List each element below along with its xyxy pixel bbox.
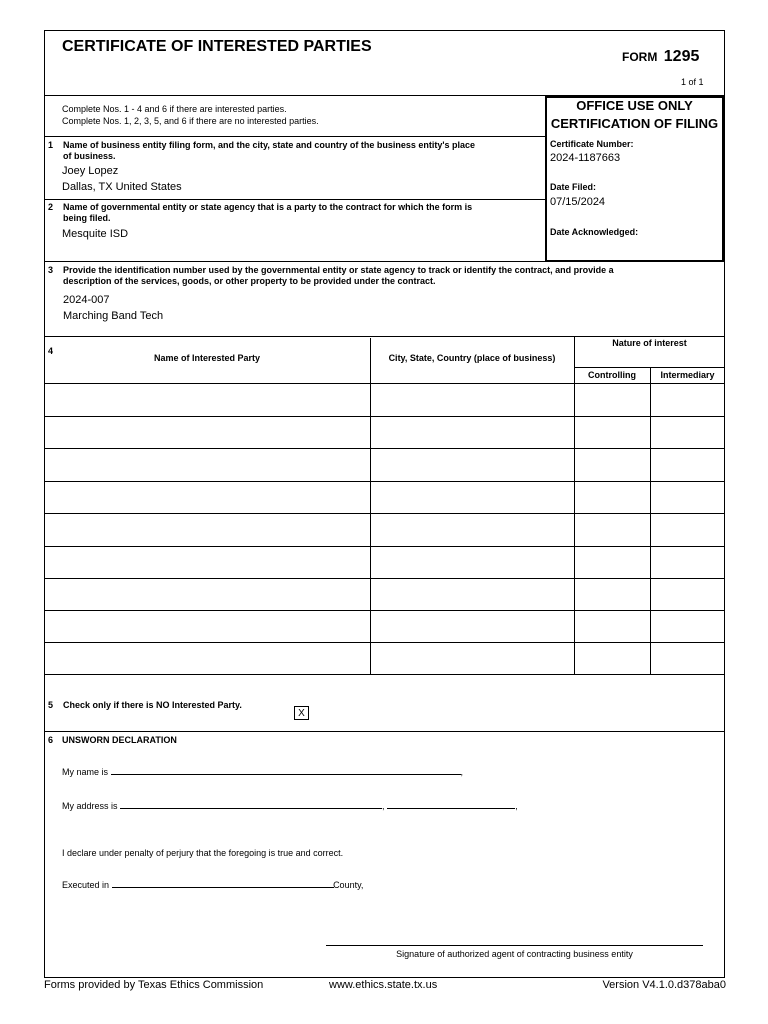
my-name-label: My name is (62, 767, 109, 777)
interested-party-location-cell[interactable] (374, 418, 570, 447)
interested-party-name-cell[interactable] (48, 418, 366, 447)
county-field[interactable] (112, 877, 334, 888)
date-filed-value: 07/15/2024 (550, 196, 606, 208)
table-row-line (44, 481, 725, 482)
my-address-comma-2: , (515, 801, 518, 811)
table-row-line (44, 578, 725, 579)
section1-label-line2: of business. (63, 151, 116, 161)
table-col-divider (370, 338, 371, 674)
section3-label-line2: description of the services, goods, or other property to be provided under the contract. (63, 276, 436, 286)
county-label: County, (333, 880, 364, 890)
interested-party-name-cell[interactable] (48, 385, 366, 415)
interested-party-name-cell[interactable] (48, 450, 366, 480)
office-use-title: OFFICE USE ONLY (576, 98, 693, 113)
col-header-nature: Nature of interest (612, 338, 687, 348)
form-title: CERTIFICATE OF INTERESTED PARTIES (62, 38, 372, 55)
controlling-cell[interactable] (578, 644, 646, 673)
table-col-divider (650, 367, 651, 674)
page-count: 1 of 1 (681, 77, 704, 87)
controlling-cell[interactable] (578, 418, 646, 447)
business-entity-location: Dallas, TX United States (62, 181, 182, 193)
interested-party-location-cell[interactable] (374, 483, 570, 512)
unsworn-declaration-title: UNSWORN DECLARATION (62, 735, 177, 745)
section6-divider (44, 731, 725, 732)
interested-party-location-cell[interactable] (374, 450, 570, 480)
controlling-cell[interactable] (578, 483, 646, 512)
table-row-line (44, 546, 725, 547)
interested-party-location-cell[interactable] (374, 580, 570, 609)
section3-divider (44, 261, 725, 262)
section3-number: 3 (48, 265, 54, 275)
my-address-label: My address is (62, 801, 118, 811)
intermediary-cell[interactable] (654, 580, 721, 609)
my-name-line (62, 764, 463, 777)
section1-label (63, 140, 475, 162)
intermediary-cell[interactable] (654, 612, 721, 641)
controlling-cell[interactable] (578, 450, 646, 480)
date-acknowledged-label: Date Acknowledged: (550, 227, 639, 237)
table-bottom (44, 674, 725, 675)
col-header-controlling: Controlling (588, 370, 636, 380)
interested-party-name-cell[interactable] (48, 612, 366, 641)
footer-version: Version V4.1.0.d378aba0 (602, 979, 726, 991)
executed-in-label: Executed in (62, 880, 110, 890)
my-name-field[interactable] (111, 764, 461, 775)
col-header-location: City, State, Country (place of business) (388, 353, 556, 363)
section3-label-line1: Provide the identification number used by the governmental entity or state agency to track or identify the contract, and provide a (63, 265, 614, 275)
controlling-cell[interactable] (578, 385, 646, 415)
interested-party-name-cell[interactable] (48, 644, 366, 673)
signature-caption: Signature of authorized agent of contracting business entity (396, 949, 633, 959)
col-header-intermediary: Intermediary (660, 370, 715, 380)
contract-id: 2024-007 (63, 294, 110, 306)
table-row-line (44, 642, 725, 643)
section2-number: 2 (48, 202, 54, 212)
interested-party-location-cell[interactable] (374, 515, 570, 545)
footer-website-link[interactable]: www.ethics.state.tx.us (329, 979, 438, 991)
section5-label: Check only if there is NO Interested Party. (63, 700, 242, 710)
section4-divider (44, 336, 725, 337)
section2-divider (44, 199, 546, 200)
my-address-line (62, 798, 518, 811)
table-row-line (44, 416, 725, 417)
table-header-bottom (44, 383, 725, 384)
section3-label (63, 265, 614, 287)
interested-party-location-cell[interactable] (374, 548, 570, 577)
section2-label-line2: being filed. (63, 213, 111, 223)
controlling-cell[interactable] (578, 612, 646, 641)
intermediary-cell[interactable] (654, 385, 721, 415)
controlling-cell[interactable] (578, 515, 646, 545)
section4-number: 4 (48, 346, 54, 356)
interested-party-location-cell[interactable] (374, 644, 570, 673)
intermediary-cell[interactable] (654, 450, 721, 480)
controlling-cell[interactable] (578, 548, 646, 577)
intermediary-cell[interactable] (654, 515, 721, 545)
interested-party-name-cell[interactable] (48, 483, 366, 512)
form-label: FORM (622, 50, 658, 64)
signature-line[interactable] (326, 945, 703, 946)
intermediary-cell[interactable] (654, 418, 721, 447)
my-name-comma: , (460, 767, 464, 777)
table-row-line (44, 610, 725, 611)
interested-party-name-cell[interactable] (48, 548, 366, 577)
instruction-line2: Complete Nos. 1, 2, 3, 5, and 6 if there are no interested parties. (62, 116, 319, 126)
intermediary-cell[interactable] (654, 483, 721, 512)
section2-label (63, 202, 472, 224)
instruction-line1: Complete Nos. 1 - 4 and 6 if there are interested parties. (62, 104, 287, 114)
no-interested-party-checkbox[interactable]: X (294, 706, 309, 720)
governmental-entity: Mesquite ISD (62, 228, 129, 240)
nature-header-divider (574, 367, 725, 368)
interested-party-name-cell[interactable] (48, 515, 366, 545)
my-address-field[interactable] (120, 798, 382, 809)
section1-number: 1 (48, 140, 54, 150)
interested-party-location-cell[interactable] (374, 385, 570, 415)
form-number-value: 1295 (663, 48, 700, 65)
form-number (622, 48, 699, 66)
footer-provider: Forms provided by Texas Ethics Commission (44, 979, 264, 991)
intermediary-cell[interactable] (654, 548, 721, 577)
date-filed-label: Date Filed: (550, 182, 597, 192)
instructions-divider (44, 136, 546, 137)
contract-description: Marching Band Tech (63, 310, 164, 322)
table-row-line (44, 513, 725, 514)
my-address-field-2[interactable] (387, 798, 515, 809)
table-col-divider (574, 336, 575, 674)
my-address-comma: , (382, 801, 385, 811)
perjury-declaration: I declare under penalty of perjury that the foregoing is true and correct. (62, 848, 344, 858)
section5-number: 5 (48, 700, 54, 710)
intermediary-cell[interactable] (654, 644, 721, 673)
interested-party-name-cell[interactable] (48, 580, 366, 609)
table-row-line (44, 448, 725, 449)
certification-title: CERTIFICATION OF FILING (550, 116, 719, 131)
col-header-name: Name of Interested Party (153, 353, 261, 363)
controlling-cell[interactable] (578, 580, 646, 609)
business-entity-name: Joey Lopez (62, 165, 119, 177)
cert-number-label: Certificate Number: (550, 139, 634, 149)
section6-number: 6 (48, 735, 54, 745)
executed-in-line (62, 877, 363, 890)
section1-label-line1: Name of business entity filing form, and the city, state and country of the business entity's place (63, 140, 476, 150)
cert-number-value: 2024-1187663 (550, 152, 621, 164)
section2-label-line1: Name of governmental entity or state agency that is a party to the contract for which the form is (63, 202, 473, 212)
interested-party-location-cell[interactable] (374, 612, 570, 641)
